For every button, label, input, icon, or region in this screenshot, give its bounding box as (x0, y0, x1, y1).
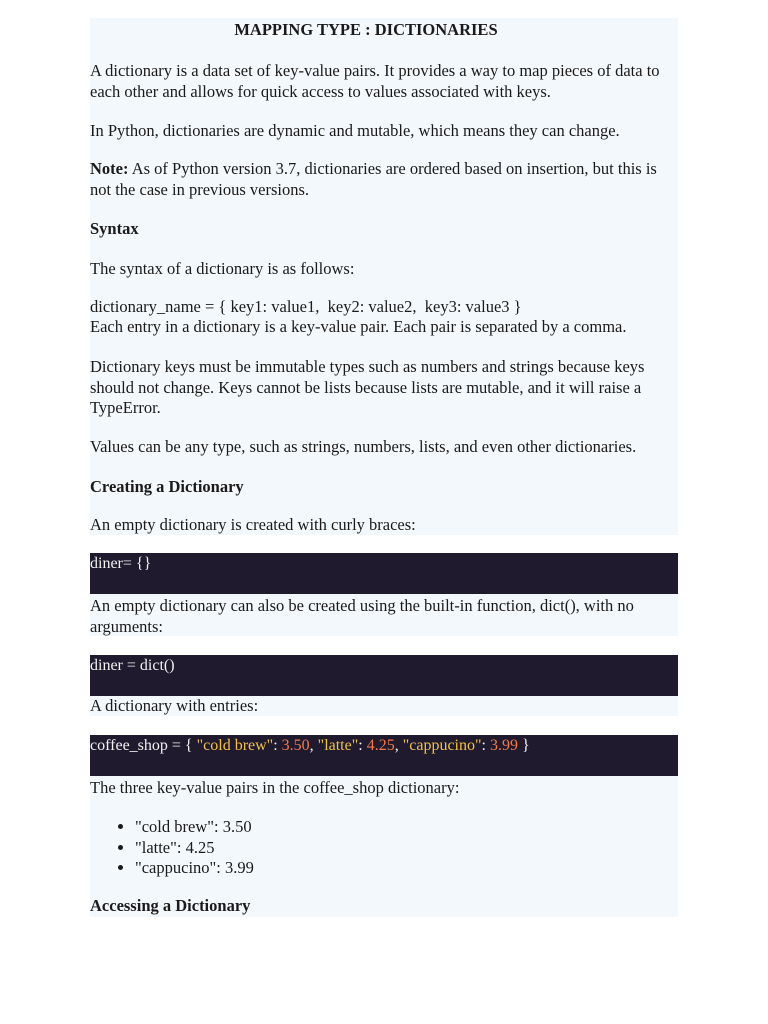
paragraph-entries-intro: A dictionary with entries: (90, 696, 259, 715)
code-key: "cappucino" (402, 737, 482, 754)
list-item: • "cappucino": 3.99 (135, 858, 254, 879)
code-value: 3.50 (281, 737, 310, 754)
dict-function-section (90, 594, 678, 636)
pairs-section (90, 776, 678, 917)
paragraph-pairs-intro: The three key-value pairs in the coffee_shop dictionary: (90, 778, 460, 797)
code-value: 4.25 (366, 737, 395, 754)
paragraph-values: Values can be any type, such as strings, numbers, lists, and even other dictionaries. (90, 437, 637, 456)
code-comma: , (309, 737, 318, 754)
code-prefix: coffee_shop = { (90, 737, 197, 754)
code-line (90, 737, 530, 755)
paragraph-creating-intro: An empty dictionary is created with curly braces: (90, 515, 416, 534)
list-item: • "latte": 4.25 (135, 838, 254, 859)
entries-section (90, 696, 678, 716)
paragraph-syntax-desc: Each entry in a dictionary is a key-value pair. Each pair is separated by a comma. (90, 317, 627, 336)
code-line: diner = dict() (90, 657, 175, 674)
paragraph-note (90, 159, 678, 200)
syntax-line: dictionary_name = { key1: value1, key2: value2, key3: value3 } (90, 297, 522, 316)
paragraph-definition: A dictionary is a data set of key-value pairs. It provides a way to map pieces of data to each other and allows for quick access to values associated with keys. (90, 61, 660, 101)
heading-creating: Creating a Dictionary (90, 477, 244, 496)
code-value: 3.99 (489, 737, 518, 754)
code-colon: : (481, 737, 490, 754)
heading-accessing: Accessing a Dictionary (90, 896, 251, 915)
paragraph-keys: Dictionary keys must be immutable types such as numbers and strings because keys should not change. Keys cannot be lists because lists are mutable, and it will raise a TypeError. (90, 357, 645, 417)
paragraph-syntax-intro: The syntax of a dictionary is as follows: (90, 259, 355, 278)
code-block-empty-braces (90, 553, 678, 594)
heading-syntax: Syntax (90, 219, 139, 238)
code-colon: : (358, 737, 367, 754)
page-title: MAPPING TYPE : DICTIONARIES (234, 20, 498, 39)
intro-section (90, 18, 678, 535)
note-text: As of Python version 3.7, dictionaries are ordered based on insertion, but this is not the case in previous versions. (90, 159, 657, 199)
pairs-list (90, 817, 254, 879)
list-item: • "cold brew": 3.50 (135, 817, 254, 838)
code-key: "cold brew" (196, 737, 274, 754)
code-comma: , (394, 737, 403, 754)
code-block-dict-call (90, 655, 678, 696)
paragraph-mutable: In Python, dictionaries are dynamic and mutable, which means they can change. (90, 121, 620, 140)
code-suffix: } (517, 737, 530, 754)
code-colon: : (273, 737, 282, 754)
code-block-coffee-shop (90, 735, 678, 776)
note-label: Note: (90, 159, 129, 178)
code-line: diner= {} (90, 555, 152, 572)
paragraph-dict-function: An empty dictionary can also be created using the built-in function, dict(), with no arguments: (90, 596, 634, 636)
code-key: "latte" (317, 737, 359, 754)
